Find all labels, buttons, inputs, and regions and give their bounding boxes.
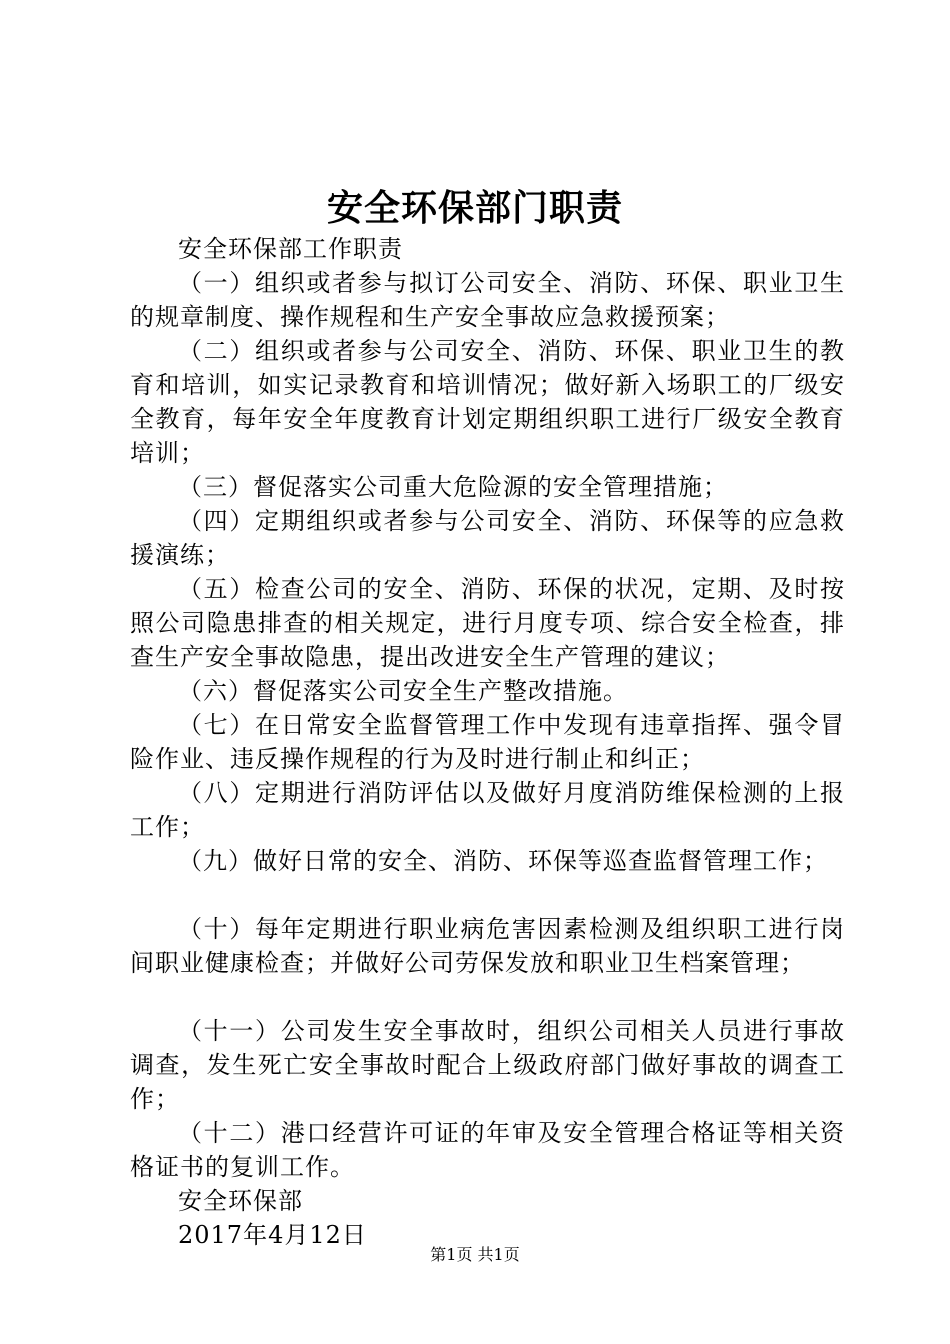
duty-item-3: （三）督促落实公司重大危险源的安全管理措施； <box>178 473 728 501</box>
duty-item-7: （七）在日常安全监督管理工作中发现有违章指挥、强令冒险作业、违反操作规程的行为及时进行制止和纠正； <box>130 711 845 773</box>
duty-item-8: （八）定期进行消防评估以及做好月度消防维保检测的上报工作； <box>130 779 845 841</box>
duty-item-12: （十二）港口经营许可证的年审及安全管理合格证等相关资格证书的复训工作。 <box>130 1119 845 1181</box>
duty-item-2: （二）组织或者参与公司安全、消防、环保、职业卫生的教育和培训，如实记录教育和培训情况；做好新入场职工的厂级安全教育，每年安全年度教育计划定期组织职工进行厂级安全教育培训； <box>130 337 845 467</box>
signature-date: 2017年4月12日 <box>178 1221 367 1249</box>
duty-item-6: （六）督促落实公司安全生产整改措施。 <box>178 677 628 705</box>
duty-item-9: （九）做好日常的安全、消防、环保等巡查监督管理工作； <box>178 847 828 875</box>
page-footer: 第1页 共1页 <box>430 1245 520 1264</box>
duty-item-11: （十一）公司发生安全事故时，组织公司相关人员进行事故调查，发生死亡安全事故时配合上级政府部门做好事故的调查工作； <box>130 1017 845 1113</box>
duty-item-10: （十）每年定期进行职业病危害因素检测及组织职工进行岗间职业健康检查；并做好公司劳保发放和职业卫生档案管理； <box>130 915 845 977</box>
document-body <box>130 232 845 1252</box>
signature-department: 安全环保部 <box>178 1187 303 1215</box>
page-title: 安全环保部门职责 <box>326 187 623 229</box>
duty-item-1: （一）组织或者参与拟订公司安全、消防、环保、职业卫生的规章制度、操作规程和生产安全事故应急救援预案； <box>130 269 845 331</box>
duty-item-4: （四）定期组织或者参与公司安全、消防、环保等的应急救援演练； <box>130 507 845 569</box>
duty-item-5: （五）检查公司的安全、消防、环保的状况，定期、及时按照公司隐患排查的相关规定，进行月度专项、综合安全检查，排查生产安全事故隐患，提出改进安全生产管理的建议； <box>130 575 845 671</box>
section-heading: 安全环保部工作职责 <box>178 235 403 263</box>
